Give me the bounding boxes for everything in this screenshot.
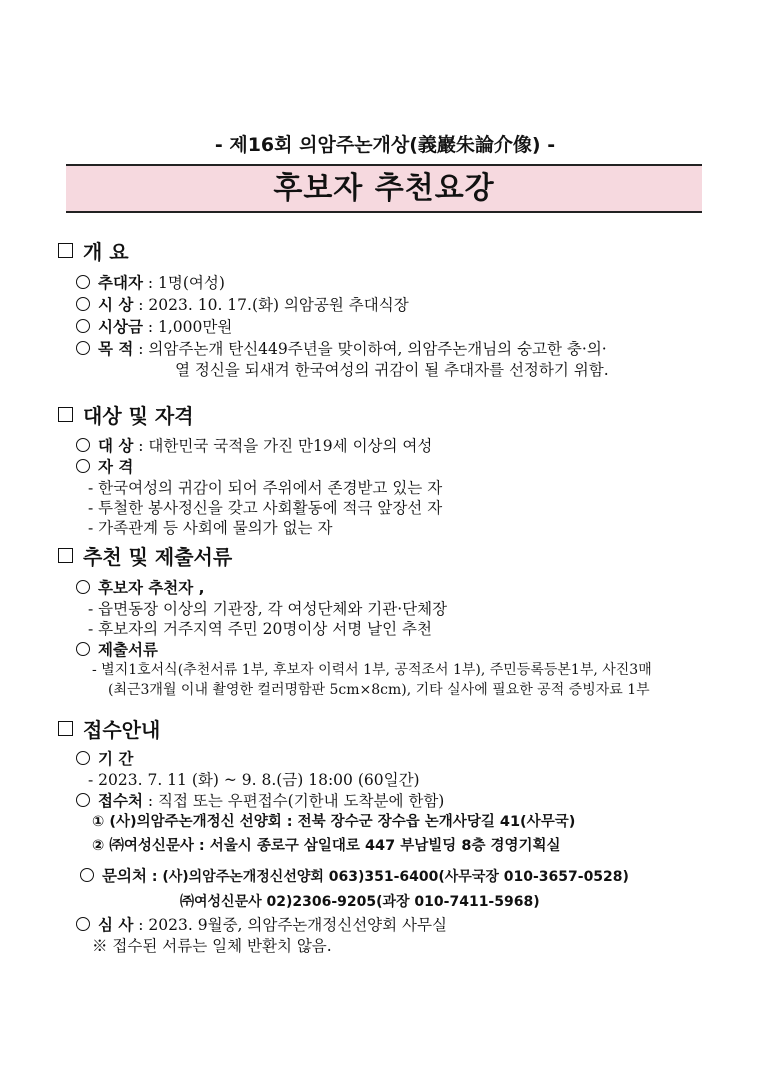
receipt-option-1: ① (사)의암주논개정신 선양회 : 전북 장수군 장수읍 논개사당길 41(사무국) (92, 814, 576, 830)
section-reception-title: 접수안내 (83, 718, 161, 742)
recommender-item: - 후보자의 거주지역 주민 20명이상 서명 날인 추천 (88, 620, 432, 638)
circle-bullet-icon (76, 793, 90, 807)
circle-bullet-icon (76, 438, 90, 452)
overview-target (76, 271, 225, 293)
circle-bullet-icon (76, 297, 90, 311)
circle-bullet-icon (80, 868, 94, 882)
reception-period (76, 747, 133, 769)
date-value: : 2023. 10. 17.(화) 의암공원 추대식장 (138, 296, 409, 314)
section-eligibility-title: 대상 및 자격 (83, 404, 194, 428)
prize-value: : 1,000만원 (147, 318, 233, 336)
square-bullet-icon (58, 721, 73, 736)
qualification-label: 자 격 (98, 458, 134, 476)
title-banner (66, 164, 702, 213)
square-bullet-icon (58, 407, 73, 422)
subject-value: : 대한민국 국적을 가진 만19세 이상의 여성 (138, 437, 433, 455)
circle-bullet-icon (76, 580, 90, 594)
receipt-label: 접수처 (98, 792, 143, 810)
overview-prize (76, 315, 232, 337)
prize-label: 시상금 (98, 318, 143, 336)
period-label: 기 간 (98, 750, 134, 768)
square-bullet-icon (58, 548, 73, 563)
qualification-item: - 가족관계 등 사회에 물의가 없는 자 (88, 519, 333, 537)
target-value: : 1명(여성) (147, 274, 225, 292)
section-reception-heading (58, 714, 160, 743)
purpose-value-line2: 열 정신을 되새겨 한국여성의 귀감이 될 추대자를 선정하기 위함. (175, 361, 609, 379)
receipt-option-2: ② ㈜여성신문사 : 서울시 종로구 삼일대로 447 부남빌딩 8층 경영기획실 (92, 838, 561, 854)
purpose-label: 목 적 (98, 340, 134, 358)
target-label: 추대자 (98, 274, 143, 292)
recommender (76, 576, 205, 598)
eligibility-qualification (76, 455, 133, 477)
docs-label: 제출서류 (98, 641, 158, 659)
inquiry-value-line2: ㈜여성신문사 02)2306-9205(과장 010-7411-5968) (180, 894, 540, 910)
inquiry-value-line1: : (사)의암주논개정신선양회 063)351-6400(사무국장 010-3657-0528) (151, 869, 629, 885)
period-value: - 2023. 7. 11 (화) ~ 9. 8.(금) 18:00 (60일간) (88, 771, 420, 789)
document-subtitle: - 제16회 의암주논개상(義巖朱論介像) - (214, 134, 556, 156)
qualification-item: - 한국여성의 귀감이 되어 주위에서 존경받고 있는 자 (88, 479, 443, 497)
date-label: 시 상 (98, 296, 134, 314)
circle-bullet-icon (76, 917, 90, 931)
docs-item-line1: - 별지1호서식(추천서류 1부, 후보자 이력서 1부, 공적조서 1부), 주민등록등본1부, 사진3매 (92, 662, 652, 678)
circle-bullet-icon (76, 341, 90, 355)
section-overview-title: 개 요 (83, 240, 129, 264)
section-recommendation-title: 추천 및 제출서류 (83, 545, 233, 569)
circle-bullet-icon (76, 751, 90, 765)
circle-bullet-icon (76, 459, 90, 473)
qualification-item: - 투철한 봉사정신을 갖고 사회활동에 적극 앞장선 자 (88, 499, 443, 517)
circle-bullet-icon (76, 275, 90, 289)
reception-inquiry (80, 864, 629, 886)
section-eligibility-heading (58, 400, 194, 429)
circle-bullet-icon (76, 642, 90, 656)
section-overview-heading (58, 236, 129, 265)
subject-label: 대 상 (98, 437, 134, 455)
overview-date (76, 293, 409, 315)
recommender-item: - 읍면동장 이상의 기관장, 각 여성단체와 기관·단체장 (88, 600, 448, 618)
eligibility-subject (76, 434, 432, 456)
review-value: : 2023. 9월중, 의암주논개정신선양회 사무실 (138, 916, 447, 934)
recommender-label: 후보자 추천자 , (98, 579, 205, 597)
submission-docs (76, 638, 158, 660)
receipt-value: : 직접 또는 우편접수(기한내 도착분에 한함) (147, 792, 445, 810)
review-label: 심 사 (98, 916, 134, 934)
section-recommendation-heading (58, 541, 232, 570)
purpose-value-line1: : 의암주논개 탄신449주년을 맞이하여, 의암주논개님의 숭고한 충·의· (138, 340, 607, 358)
inquiry-label: 문의처 (102, 867, 147, 885)
square-bullet-icon (58, 243, 73, 258)
docs-item-line2: (최근3개월 이내 촬영한 컬러명함판 5cm×8cm), 기타 실사에 필요한 공적 증빙자료 1부 (108, 682, 650, 698)
reception-place (76, 789, 444, 811)
document-title: 후보자 추천요강 (273, 171, 495, 206)
circle-bullet-icon (76, 319, 90, 333)
return-note: ※ 접수된 서류는 일체 반환치 않음. (92, 937, 332, 955)
overview-purpose (76, 337, 607, 359)
reception-review (76, 913, 447, 935)
